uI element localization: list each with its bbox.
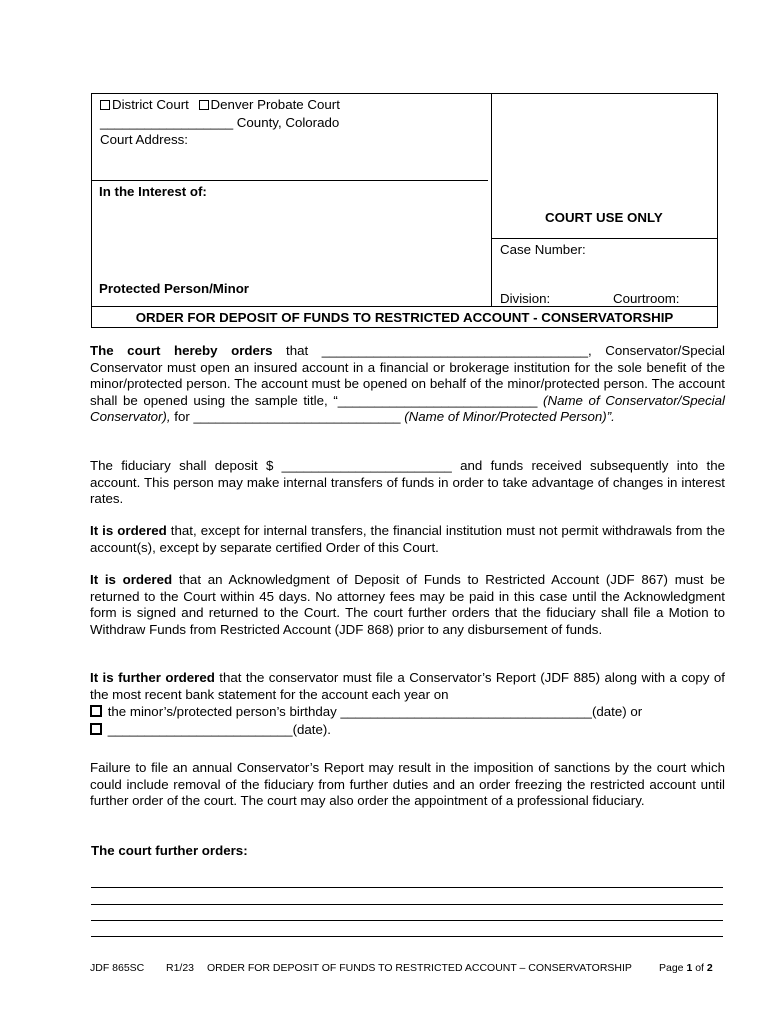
footer-page-of: of: [695, 962, 704, 974]
footer-page-number: [659, 962, 713, 974]
protected-person-label: Protected Person/Minor: [99, 281, 249, 296]
paragraph-annual-report: [90, 670, 725, 738]
para1-text1: that ____________________________________, Conservator/Special Conservator must open an insured account in a financial or brokerage institution for the sole benefit of the minor/protected person. The account must be opened on behalf of the minor/protected person. The account shall be opened using the sample title, “___________________________: [90, 343, 725, 408]
court-address-label: Court Address:: [100, 132, 188, 147]
further-orders-line-1[interactable]: [91, 887, 723, 888]
county-line: __________________ County, Colorado: [100, 115, 340, 130]
court-options: [100, 96, 340, 113]
para4-text: that an Acknowledgment of Deposit of Funds to Restricted Account (JDF 867) must be returned to the Court within 45 days. No attorney fees may be paid in this case until the Acknowledgment form is signed and returned to the Court. The court further orders that the fiduciary shall file a Motion to Withdraw Funds from Restricted Account (JDF 868) prior to any disbursement of funds.: [90, 572, 726, 637]
para1-text2: for ____________________________: [170, 409, 401, 424]
further-orders-line-2[interactable]: [91, 904, 723, 905]
para6-text: Failure to file an annual Conservator’s Report may result in the imposition of sanctions by the court which could include removal of the fiduciary from further duties and an order freezing the restricted account until further order of the court. The court may also order the appointment of a professional fiduciary.: [90, 760, 725, 808]
footer-form-title: ORDER FOR DEPOSIT OF FUNDS TO RESTRICTED ACCOUNT – CONSERVATORSHIP: [207, 962, 632, 974]
para1-italic1: (Name of Conservator/Special Conservator),: [90, 392, 725, 424]
footer-page-total: 2: [706, 962, 713, 974]
footer-page-current: 1: [686, 962, 693, 974]
para1-italic2: (Name of Minor/Protected Person)”.: [400, 409, 615, 424]
para3-text: that, except for internal transfers, the financial institution must not permit withdrawals from the account(s), except by separate certified Order of this Court.: [90, 523, 725, 555]
paragraph-conservator-account: [90, 343, 725, 426]
para5-text: that the conservator must file a Conservator’s Report (JDF 885) along with a copy of the most recent bank statement for the account each year on: [90, 670, 725, 702]
paragraph-acknowledgment: [90, 572, 725, 638]
further-orders-line-3[interactable]: [91, 920, 723, 921]
further-orders-line-4[interactable]: [91, 936, 723, 937]
case-number-label: Case Number:: [500, 242, 586, 257]
birthday-option-text: the minor’s/protected person’s birthday __________________________________(date) or: [104, 704, 643, 719]
para2-text: The fiduciary shall deposit $ _______________________ and funds received subsequently into the account. This person may make internal transfers of funds in order to take advantage of changes in interest rates.: [90, 458, 725, 506]
denver-probate-checkbox[interactable]: [199, 100, 209, 110]
footer-revision: R1/23: [166, 962, 195, 974]
footer-page-word: Page: [659, 962, 684, 974]
interest-label: In the Interest of:: [99, 184, 207, 199]
para1-lead: The court hereby orders: [90, 343, 273, 358]
other-date-option-text: _________________________(date).: [104, 721, 332, 737]
district-court-label: District Court: [112, 97, 189, 112]
caption-divider-vertical: [491, 93, 492, 307]
denver-probate-label: Denver Probate Court: [210, 97, 340, 112]
caption-rule-left: [91, 180, 488, 181]
further-orders-label: The court further orders:: [91, 843, 248, 858]
courtroom-label: Courtroom:: [613, 291, 680, 306]
para5-lead: It is further ordered: [90, 670, 215, 685]
district-court-checkbox[interactable]: [100, 100, 110, 110]
other-date-checkbox[interactable]: [90, 723, 102, 735]
para3-lead: It is ordered: [90, 523, 167, 538]
court-use-only-label: COURT USE ONLY: [545, 210, 663, 225]
footer-form-id: JDF 865SC: [90, 962, 145, 974]
division-label: Division:: [500, 291, 551, 306]
paragraph-deposit: [90, 458, 725, 508]
page-title: ORDER FOR DEPOSIT OF FUNDS TO RESTRICTED ACCOUNT - CONSERVATORSHIP: [135, 310, 674, 325]
paragraph-withdrawals: [90, 523, 725, 556]
paragraph-sanctions: [90, 760, 725, 810]
birthday-checkbox[interactable]: [90, 705, 102, 717]
caption-rule-right: [491, 238, 717, 239]
para4-lead: It is ordered: [90, 572, 173, 587]
